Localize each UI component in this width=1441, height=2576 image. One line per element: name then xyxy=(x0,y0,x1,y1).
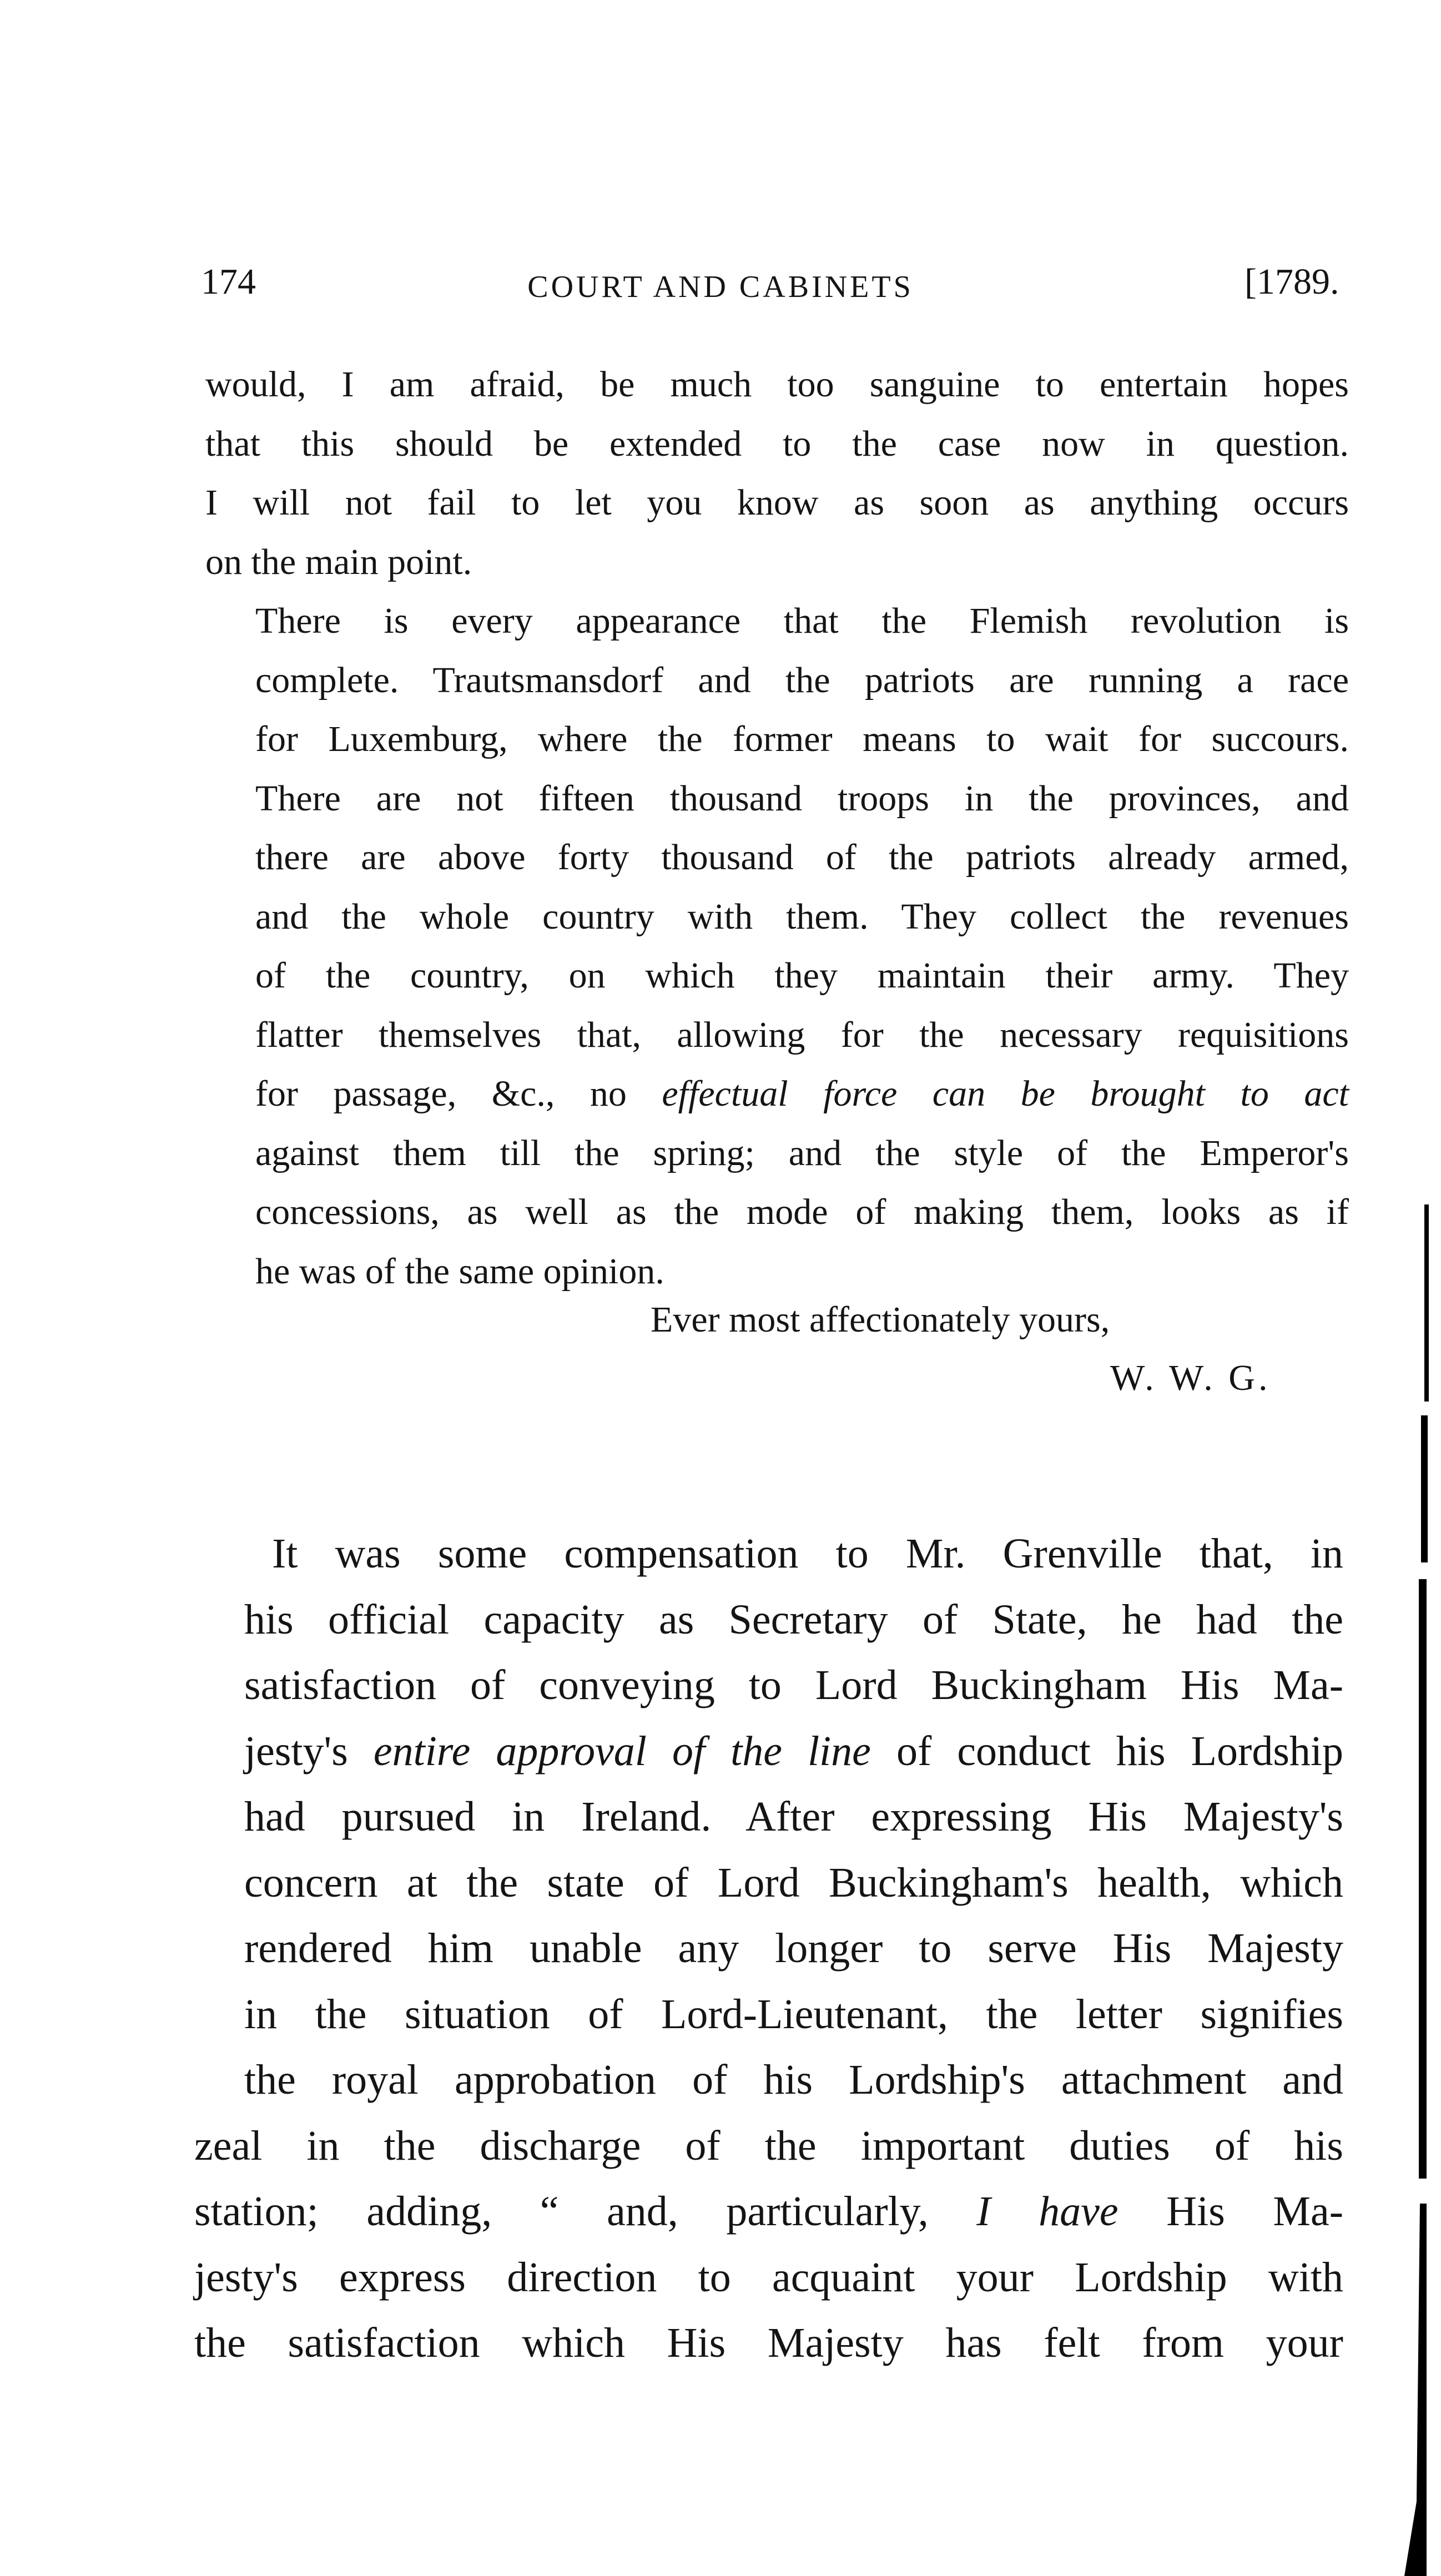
text-line xyxy=(205,592,1349,651)
text-segment: I will not fail to let you know as soon as anything occurs xyxy=(205,482,1349,523)
narrative-paragraph xyxy=(194,1521,1343,2376)
text-segment: There is every appearance that the Flemish revolution is xyxy=(255,601,1349,641)
text-line xyxy=(205,355,1349,415)
scan-edge-shadow xyxy=(1404,2204,1427,2576)
text-segment: concern at the state of Lord Buckingham's health, which xyxy=(244,1859,1343,1906)
text-segment: satisfaction of conveying to Lord Buckingham His Ma- xyxy=(244,1662,1343,1708)
text-line xyxy=(205,651,1349,710)
text-line xyxy=(194,2047,1343,2113)
text-line xyxy=(205,710,1349,769)
running-year: [1789. xyxy=(1244,261,1339,302)
text-line xyxy=(194,1982,1343,2048)
text-line xyxy=(194,1652,1343,1718)
text-segment: he was of the same opinion. xyxy=(255,1251,664,1292)
text-line xyxy=(194,1587,1343,1653)
text-segment: complete. Trautsmansdorf and the patriots are running a race xyxy=(255,659,1349,700)
text-segment: had pursued in Ireland. After expressing His Majesty's xyxy=(244,1793,1343,1840)
text-line xyxy=(194,1850,1343,1916)
scan-edge-shadow xyxy=(1421,1415,1428,1562)
text-line xyxy=(205,1065,1349,1124)
text-segment: for Luxemburg, where the former means to wait for succours. xyxy=(255,719,1349,759)
text-line xyxy=(205,828,1349,888)
text-segment: zeal in the discharge of the important duties of his xyxy=(194,2122,1343,2169)
italic-text: entire approval of the line xyxy=(373,1727,871,1775)
text-line xyxy=(205,533,1349,592)
text-segment: His Ma- xyxy=(1118,2188,1343,2235)
text-line xyxy=(194,1784,1343,1850)
text-line xyxy=(205,888,1349,947)
text-line xyxy=(205,1006,1349,1065)
text-segment: on the main point. xyxy=(205,541,472,582)
text-segment: would, I am afraid, be much too sanguine to entertain hopes xyxy=(205,364,1349,405)
text-segment: of the country, on which they maintain their army. They xyxy=(255,955,1349,996)
text-segment: against them till the spring; and the style of the Emperor's xyxy=(255,1132,1349,1173)
text-segment: rendered him unable any longer to serve His Majesty xyxy=(244,1925,1343,1972)
text-segment: there are above forty thousand of the patriots already armed, xyxy=(255,837,1349,878)
text-segment: in the situation of Lord-Lieutenant, the letter signifies xyxy=(244,1990,1343,2038)
text-line xyxy=(205,946,1349,1006)
text-segment: of conduct his Lordship xyxy=(870,1727,1344,1775)
letter-closing: Ever most affectionately yours, xyxy=(651,1299,1110,1340)
text-segment: There are not fifteen thousand troops in the provinces, and xyxy=(255,778,1349,819)
text-line xyxy=(194,1915,1343,1982)
text-line xyxy=(194,2310,1343,2376)
scan-edge-shadow xyxy=(1424,1204,1429,1402)
text-segment: and the whole country with them. They collect the revenues xyxy=(255,896,1349,937)
text-line xyxy=(205,769,1349,829)
text-line xyxy=(205,415,1349,474)
letter-body xyxy=(205,355,1349,1301)
text-line xyxy=(194,1521,1343,1587)
text-segment: station; adding, “ and, particularly, xyxy=(194,2188,977,2235)
italic-text: effectual force can be brought to act xyxy=(662,1073,1349,1114)
text-line xyxy=(205,473,1349,533)
scan-edge-shadow xyxy=(1419,1579,1427,2179)
text-segment: that this should be extended to the case now in question. xyxy=(205,423,1349,464)
text-line xyxy=(205,1183,1349,1242)
text-segment: jesty's express direction to acquaint your Lordship with xyxy=(194,2254,1343,2301)
text-line xyxy=(205,1242,1349,1302)
text-line xyxy=(194,2113,1343,2179)
text-line xyxy=(194,2179,1343,2245)
text-segment: jesty's xyxy=(244,1727,374,1775)
letter-signature: W. W. G. xyxy=(1110,1358,1271,1398)
text-segment: for passage, &c., no xyxy=(255,1073,662,1114)
text-segment: the satisfaction which His Majesty has felt from your xyxy=(194,2320,1343,2366)
text-line xyxy=(205,1124,1349,1183)
text-line xyxy=(194,1718,1343,1784)
text-line xyxy=(194,2245,1343,2311)
text-segment: the royal approbation of his Lordship's attachment and xyxy=(244,2056,1343,2103)
text-segment: It was some compensation to Mr. Grenville that, in xyxy=(272,1530,1343,1577)
running-title: COURT AND CABINETS xyxy=(527,270,914,304)
text-segment: flatter themselves that, allowing for the necessary requisitions xyxy=(255,1014,1349,1055)
text-segment: concessions, as well as the mode of making them, looks as if xyxy=(255,1192,1349,1232)
page-number: 174 xyxy=(201,261,256,302)
text-segment: his official capacity as Secretary of State, he had the xyxy=(244,1596,1343,1643)
italic-text: I have xyxy=(976,2188,1118,2235)
